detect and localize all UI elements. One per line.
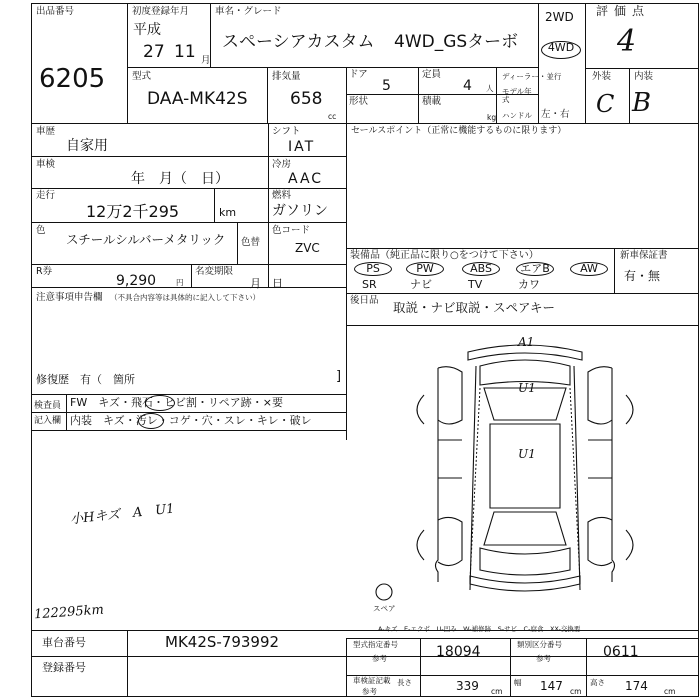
divider: [31, 222, 346, 223]
period-value: 月 日: [250, 277, 283, 290]
check-line-2: 内装 キズ・汚レ・コゲ・穴・スレ・キレ・破レ: [70, 414, 312, 427]
handle-value: 左・右: [541, 109, 570, 120]
recycle-label: R券: [36, 266, 53, 277]
divider: [346, 638, 347, 697]
width-value: 147: [540, 679, 563, 693]
equipment-option: SR: [362, 278, 377, 291]
shift-label: シフト: [272, 126, 301, 137]
grade-name: 4WD_GSターボ: [394, 32, 519, 52]
divider: [127, 630, 128, 697]
fuel-label: 燃料: [272, 190, 292, 201]
fuel-value: ガソリン: [272, 203, 328, 219]
sales-point-label: セールスポイント（正常に機能するものに限ります）: [351, 126, 567, 136]
divider: [268, 123, 269, 287]
size-label: 車検証記載: [353, 676, 391, 685]
chassis-number: MK42S-793992: [165, 633, 280, 651]
interior-label: 内装: [634, 71, 654, 82]
cm-unit: cm: [491, 687, 503, 696]
ref-label-3: 参考: [362, 687, 377, 696]
car-name: スペーシアカスタム: [222, 32, 375, 52]
doors: 5: [382, 78, 391, 94]
color-value: スチールシルバーメタリック: [66, 232, 226, 247]
lot-number: 6205: [39, 64, 106, 94]
height-value: 174: [625, 679, 648, 693]
grade-label: 評価点: [596, 4, 651, 18]
divider: [31, 394, 346, 395]
color-change-label: 色替: [241, 237, 261, 248]
equipment-option: PS: [354, 262, 392, 276]
divider: [420, 638, 421, 697]
divider: [510, 638, 511, 697]
divider: [538, 3, 539, 123]
divider: [31, 412, 346, 413]
equipment-option: ABS: [462, 262, 500, 276]
registration-label: 登録番号: [42, 661, 86, 674]
color-label: 色: [36, 225, 46, 236]
divider: [346, 123, 347, 440]
equipment-option: エアB: [516, 262, 554, 276]
circle-mark: [145, 395, 175, 411]
chassis-label: 車台番号: [42, 636, 86, 649]
cm-unit: cm: [570, 687, 582, 696]
divider: [586, 638, 587, 697]
divider: [629, 68, 630, 123]
divider: [346, 638, 699, 639]
divider: [31, 656, 699, 657]
model-year-label: モデル年式: [502, 87, 532, 104]
warranty-value: 有・無: [624, 269, 661, 283]
ac-value: AAC: [288, 171, 324, 187]
drive-2wd: 2WD: [545, 10, 574, 24]
circle-mark: [138, 413, 164, 429]
model-spec-label: 型式指定番号: [353, 640, 398, 649]
divider: [346, 325, 699, 326]
handle-label: ハンドル: [502, 111, 532, 120]
load-label: 積載: [422, 96, 442, 107]
equipment-option: カワ: [518, 278, 540, 291]
divider: [31, 430, 346, 431]
length-value: 339: [456, 679, 479, 693]
mileage-label: 走行: [36, 190, 56, 201]
divider: [31, 287, 346, 288]
repair-history: 修復歴 有（ 箇所: [36, 373, 135, 386]
model-label: 型式: [132, 71, 152, 82]
inspection-label: 車検: [36, 159, 56, 170]
cc-unit: cc: [328, 112, 337, 121]
equipment-option: TV: [468, 278, 483, 291]
equipment-option: ナビ: [410, 278, 432, 291]
class-number: 0611: [603, 644, 639, 660]
ref-label-2: 参考: [536, 654, 551, 663]
odometer-note: 122295km: [33, 602, 105, 623]
divider: [127, 67, 538, 68]
door-label: ドア: [349, 69, 368, 80]
divider: [31, 264, 346, 265]
spare-label: スペア: [373, 604, 396, 613]
length-label: 長さ: [397, 678, 412, 687]
drive-4wd: 4WD: [547, 41, 575, 54]
width-label: 幅: [514, 678, 522, 687]
divider: [496, 67, 497, 123]
check-label: 検査員記入欄: [34, 401, 62, 426]
accessories-value: 取説・ナビ取説・スペアキー: [393, 300, 556, 315]
divider: [418, 67, 419, 123]
equipment-option: AW: [570, 262, 608, 276]
drive-4wd-circled: [541, 41, 581, 59]
recycle-value: 9,290: [116, 273, 157, 289]
ac-label: 冷房: [272, 159, 292, 170]
divider: [127, 3, 128, 123]
lot-label: 出品番号: [36, 6, 75, 17]
kg-unit: kg: [487, 113, 497, 122]
mileage-value: 12万2千295: [86, 202, 180, 221]
damage-legend: A-キズ E-エクボ U-凹み W-補修跡 S-サビ C-腐食 XX-交換要: [378, 625, 581, 633]
divider: [31, 156, 346, 157]
divider: [585, 68, 699, 69]
divider: [614, 248, 615, 293]
history-value: 自家用: [66, 138, 108, 154]
km-unit: km: [219, 206, 237, 219]
divider: [346, 67, 347, 123]
exterior-grade: C: [596, 90, 615, 118]
handwritten-note: 小Hキズ A U1: [69, 501, 176, 528]
capacity-label: 定員: [422, 69, 442, 80]
class-label: 類別区分番号: [517, 640, 562, 649]
divider: [346, 293, 699, 294]
divider: [237, 222, 238, 264]
inspection-value: 年 月（ 日）: [131, 171, 229, 187]
notes-sub: （不具合内容等は具体的に記入して下さい）: [110, 293, 260, 302]
divider: [31, 630, 699, 631]
divider: [585, 3, 586, 123]
ref-label: 参考: [372, 654, 387, 663]
dealer-label: ディーラー・並行: [502, 72, 562, 81]
interior-grade: B: [632, 88, 652, 118]
reg-label: 初度登録年月: [132, 6, 190, 17]
color-code-label: 色コード: [272, 225, 311, 236]
notes-label: 注意事項申告欄: [36, 292, 103, 303]
divider: [66, 394, 67, 430]
divider: [31, 188, 346, 189]
color-code: ZVC: [295, 241, 320, 255]
divider: [346, 248, 699, 249]
damage-mark: U1: [518, 381, 536, 395]
displacement-label: 排気量: [272, 71, 301, 82]
check-line-1: FW キズ・飛石・ヒビ割・リペア跡・×要: [70, 396, 283, 409]
damage-mark: U1: [518, 447, 536, 461]
accessories-label: 後日品: [350, 295, 379, 306]
grade-value: 4: [617, 24, 637, 59]
yen-unit: 円: [176, 278, 184, 287]
name-label: 車名・グレード: [215, 6, 282, 17]
cm-unit: cm: [664, 687, 676, 696]
shape-label: 形状: [349, 96, 369, 107]
displacement: 658: [290, 89, 323, 109]
month-unit: 月: [201, 55, 211, 66]
equipment-label: 装備品（純正品に限り○をつけて下さい）: [350, 250, 539, 261]
capacity: 4: [463, 78, 472, 94]
model-code: DAA-MK42S: [147, 89, 248, 109]
period-label: 名変期限: [195, 266, 234, 277]
equipment-option: PW: [406, 262, 444, 276]
era: 平成: [133, 22, 161, 38]
divider: [31, 123, 699, 124]
height-label: 高さ: [590, 678, 605, 687]
model-spec-number: 18094: [436, 644, 481, 660]
damage-mark: A1: [518, 335, 535, 349]
shift-value: IAT: [288, 139, 316, 155]
exterior-label: 外装: [592, 71, 612, 82]
divider: [214, 188, 215, 222]
history-label: 車歴: [36, 126, 56, 137]
reg-year: 27: [143, 42, 165, 62]
warranty-label: 新車保証書: [620, 250, 668, 261]
reg-month: 11: [174, 42, 196, 62]
divider: [346, 675, 699, 676]
divider: [191, 264, 192, 287]
divider: [267, 67, 268, 123]
person-unit: 人: [486, 84, 494, 93]
repair-bracket: ]: [336, 369, 342, 384]
